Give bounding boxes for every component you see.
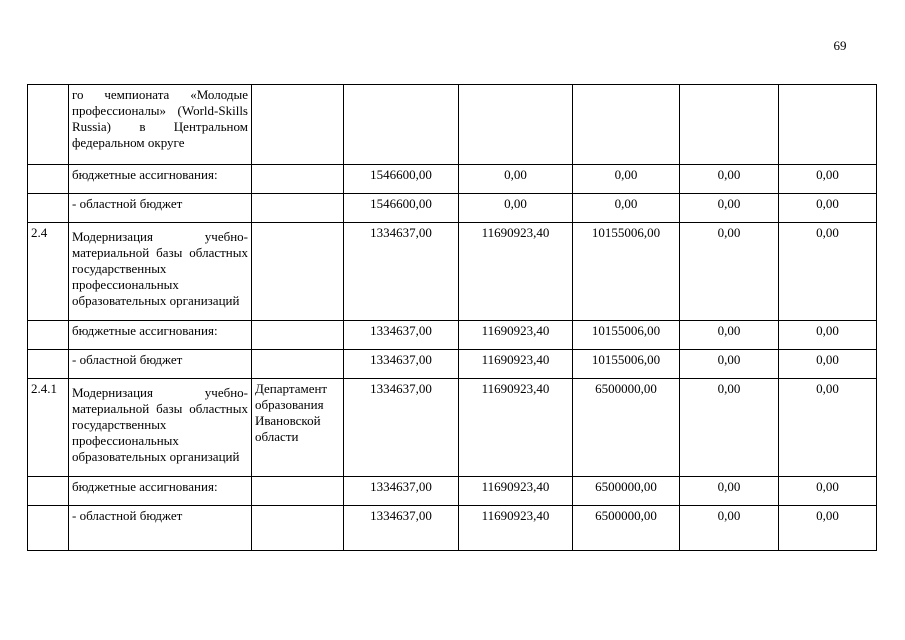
value-cell: 6500000,00 bbox=[573, 379, 680, 477]
row-description: го чемпионата «Молодые профессионалы» (World-Skills Russia) в Центральном федеральном округе bbox=[69, 85, 252, 165]
value-cell bbox=[459, 85, 573, 165]
value-cell: 1334637,00 bbox=[344, 379, 459, 477]
value-cell: 0,00 bbox=[779, 223, 877, 321]
value-cell: 1334637,00 bbox=[344, 223, 459, 321]
value-cell bbox=[573, 85, 680, 165]
row-executor: Департамент образования Ивановской области bbox=[252, 379, 344, 477]
row-code bbox=[28, 321, 69, 350]
value-cell: 0,00 bbox=[680, 477, 779, 506]
value-cell: 0,00 bbox=[779, 477, 877, 506]
value-cell: 1334637,00 bbox=[344, 350, 459, 379]
value-cell: 0,00 bbox=[680, 165, 779, 194]
row-executor bbox=[252, 321, 344, 350]
table-row bbox=[28, 165, 877, 194]
value-cell: 11690923,40 bbox=[459, 321, 573, 350]
value-cell bbox=[680, 85, 779, 165]
value-cell: 0,00 bbox=[779, 321, 877, 350]
value-cell: 10155006,00 bbox=[573, 321, 680, 350]
value-cell bbox=[779, 85, 877, 165]
value-cell: 0,00 bbox=[459, 194, 573, 223]
value-cell: 1546600,00 bbox=[344, 165, 459, 194]
row-description: бюджетные ассигнования: bbox=[69, 477, 252, 506]
value-cell: 0,00 bbox=[459, 165, 573, 194]
value-cell: 11690923,40 bbox=[459, 477, 573, 506]
row-executor bbox=[252, 223, 344, 321]
row-description: Модернизация учебно-материальной базы областных государственных профессиональных образовательных организаций bbox=[69, 223, 252, 321]
row-description: - областной бюджет bbox=[69, 506, 252, 551]
value-cell: 10155006,00 bbox=[573, 223, 680, 321]
table-row bbox=[28, 85, 877, 165]
value-cell: 6500000,00 bbox=[573, 506, 680, 551]
value-cell: 6500000,00 bbox=[573, 477, 680, 506]
value-cell: 0,00 bbox=[779, 350, 877, 379]
table-row bbox=[28, 194, 877, 223]
row-executor bbox=[252, 477, 344, 506]
row-description: - областной бюджет bbox=[69, 194, 252, 223]
value-cell: 0,00 bbox=[680, 321, 779, 350]
value-cell: 0,00 bbox=[573, 165, 680, 194]
row-description: Модернизация учебно-материальной базы областных государственных профессиональных образовательных организаций bbox=[69, 379, 252, 477]
table-row bbox=[28, 321, 877, 350]
value-cell: 11690923,40 bbox=[459, 350, 573, 379]
value-cell: 1334637,00 bbox=[344, 477, 459, 506]
value-cell: 0,00 bbox=[779, 506, 877, 551]
value-cell: 0,00 bbox=[680, 379, 779, 477]
row-code: 2.4 bbox=[28, 223, 69, 321]
row-executor bbox=[252, 165, 344, 194]
value-cell: 1334637,00 bbox=[344, 321, 459, 350]
value-cell: 0,00 bbox=[779, 194, 877, 223]
value-cell: 0,00 bbox=[680, 194, 779, 223]
row-code: 2.4.1 bbox=[28, 379, 69, 477]
row-code bbox=[28, 477, 69, 506]
row-description: бюджетные ассигнования: bbox=[69, 321, 252, 350]
row-executor bbox=[252, 85, 344, 165]
row-description: - областной бюджет bbox=[69, 350, 252, 379]
value-cell: 10155006,00 bbox=[573, 350, 680, 379]
value-cell: 11690923,40 bbox=[459, 506, 573, 551]
row-code bbox=[28, 506, 69, 551]
value-cell: 11690923,40 bbox=[459, 223, 573, 321]
row-code bbox=[28, 165, 69, 194]
page-number: 69 bbox=[833, 38, 847, 53]
value-cell: 0,00 bbox=[680, 506, 779, 551]
value-cell: 0,00 bbox=[779, 165, 877, 194]
value-cell bbox=[344, 85, 459, 165]
value-cell: 0,00 bbox=[680, 350, 779, 379]
table-row bbox=[28, 379, 877, 477]
budget-table bbox=[27, 84, 877, 551]
table-row bbox=[28, 477, 877, 506]
row-executor bbox=[252, 350, 344, 379]
value-cell: 0,00 bbox=[573, 194, 680, 223]
value-cell: 1546600,00 bbox=[344, 194, 459, 223]
table-row bbox=[28, 350, 877, 379]
value-cell: 0,00 bbox=[680, 223, 779, 321]
row-executor bbox=[252, 506, 344, 551]
row-code bbox=[28, 85, 69, 165]
value-cell: 1334637,00 bbox=[344, 506, 459, 551]
row-description: бюджетные ассигнования: bbox=[69, 165, 252, 194]
value-cell: 0,00 bbox=[779, 379, 877, 477]
row-executor bbox=[252, 194, 344, 223]
table-row bbox=[28, 223, 877, 321]
row-code bbox=[28, 194, 69, 223]
value-cell: 11690923,40 bbox=[459, 379, 573, 477]
table-row bbox=[28, 506, 877, 551]
row-code bbox=[28, 350, 69, 379]
